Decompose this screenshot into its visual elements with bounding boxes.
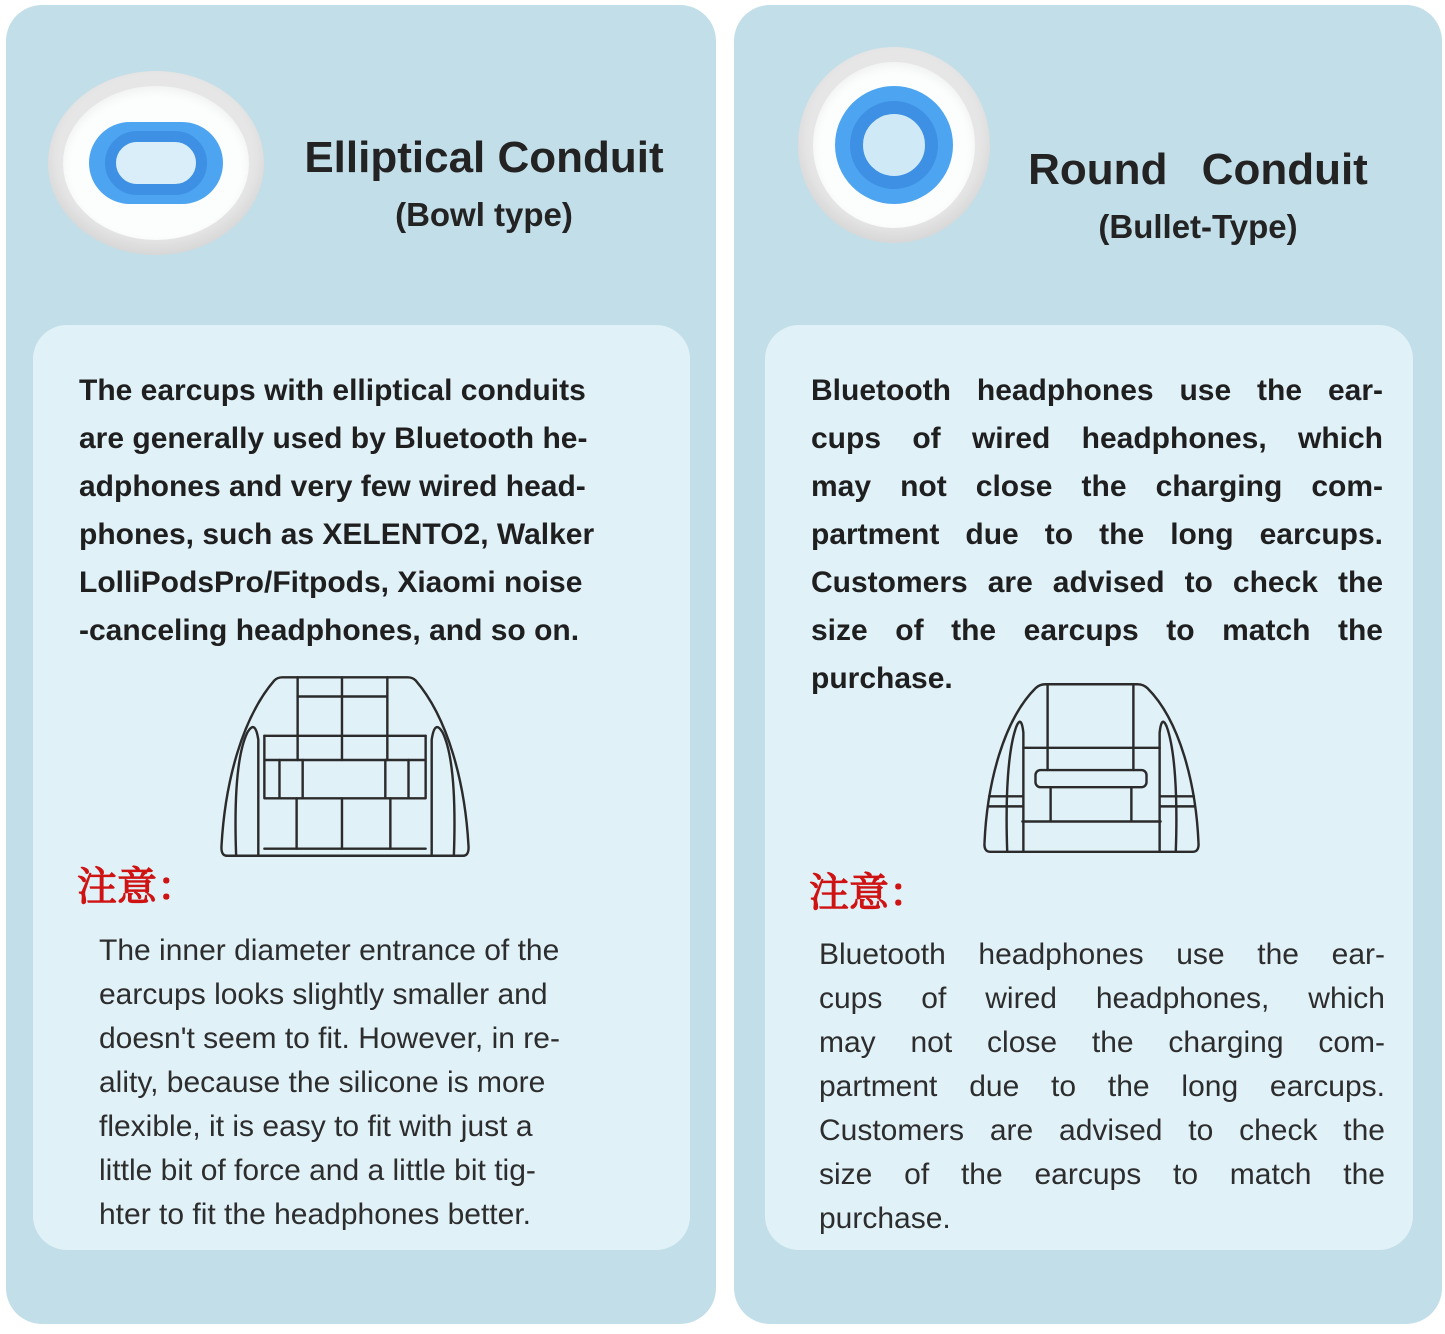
left-info-card: [33, 325, 690, 1250]
elliptical-eartip-drawing: [219, 665, 471, 859]
round-eartip-drawing: [983, 675, 1200, 855]
round-eartip-diagram: [983, 675, 1200, 855]
round-conduit-ring-icon: [835, 86, 953, 204]
right-panel-title: Round Conduit: [1028, 145, 1368, 194]
right-panel-subtitle: (Bullet-Type): [1098, 207, 1298, 245]
right-intro-paragraph: Bluetooth headphones use the ear- cups of wired headphones, which may not close the charging com- partment due to the long earcups. Customers are advised to check the size of the earcups to match the purchase.: [811, 374, 1383, 695]
left-intro-paragraph: The earcups with elliptical conduits are generally used by Bluetooth he- adphones and very few wired head- phones, such as XELENTO2, Walker LolliPodsPro/Fitpods, Xiaomi noise -canceling headphones, and so on.: [79, 374, 595, 647]
left-panel-subtitle: (Bowl type): [395, 195, 573, 233]
round-conduit-hole: [850, 101, 938, 189]
eartip-disc: [798, 47, 990, 243]
elliptical-eartip-diagram: [219, 665, 471, 859]
panel-elliptical-conduit: [6, 5, 716, 1324]
left-panel-title: Elliptical Conduit: [304, 133, 664, 182]
elliptical-eartip-photo: [48, 71, 264, 255]
right-title-block: [976, 145, 1420, 246]
panel-round-conduit: [734, 5, 1442, 1324]
left-note-paragraph: The inner diameter entrance of the earcups looks slightly smaller and doesn't seem to fit. However, in re- ality, because the silicone is more flexible, it is easy to fit with just a little bit of force and a little bit tig- hter to fit the headphones better.: [99, 934, 560, 1231]
eartip-disc: [48, 71, 264, 255]
right-info-card: [765, 325, 1413, 1250]
left-note-label: 注意：: [77, 865, 197, 909]
round-eartip-photo: [798, 47, 990, 243]
elliptical-conduit-hole: [105, 131, 207, 195]
left-title-block: [254, 133, 714, 234]
elliptical-conduit-ring-icon: [89, 122, 223, 204]
right-note-paragraph: Bluetooth headphones use the ear- cups of wired headphones, which may not close the charging com- partment due to the long earcups. Customers are advised to check the size of the earcups to match the purchase.: [819, 938, 1385, 1235]
right-note-label: 注意：: [809, 871, 929, 915]
